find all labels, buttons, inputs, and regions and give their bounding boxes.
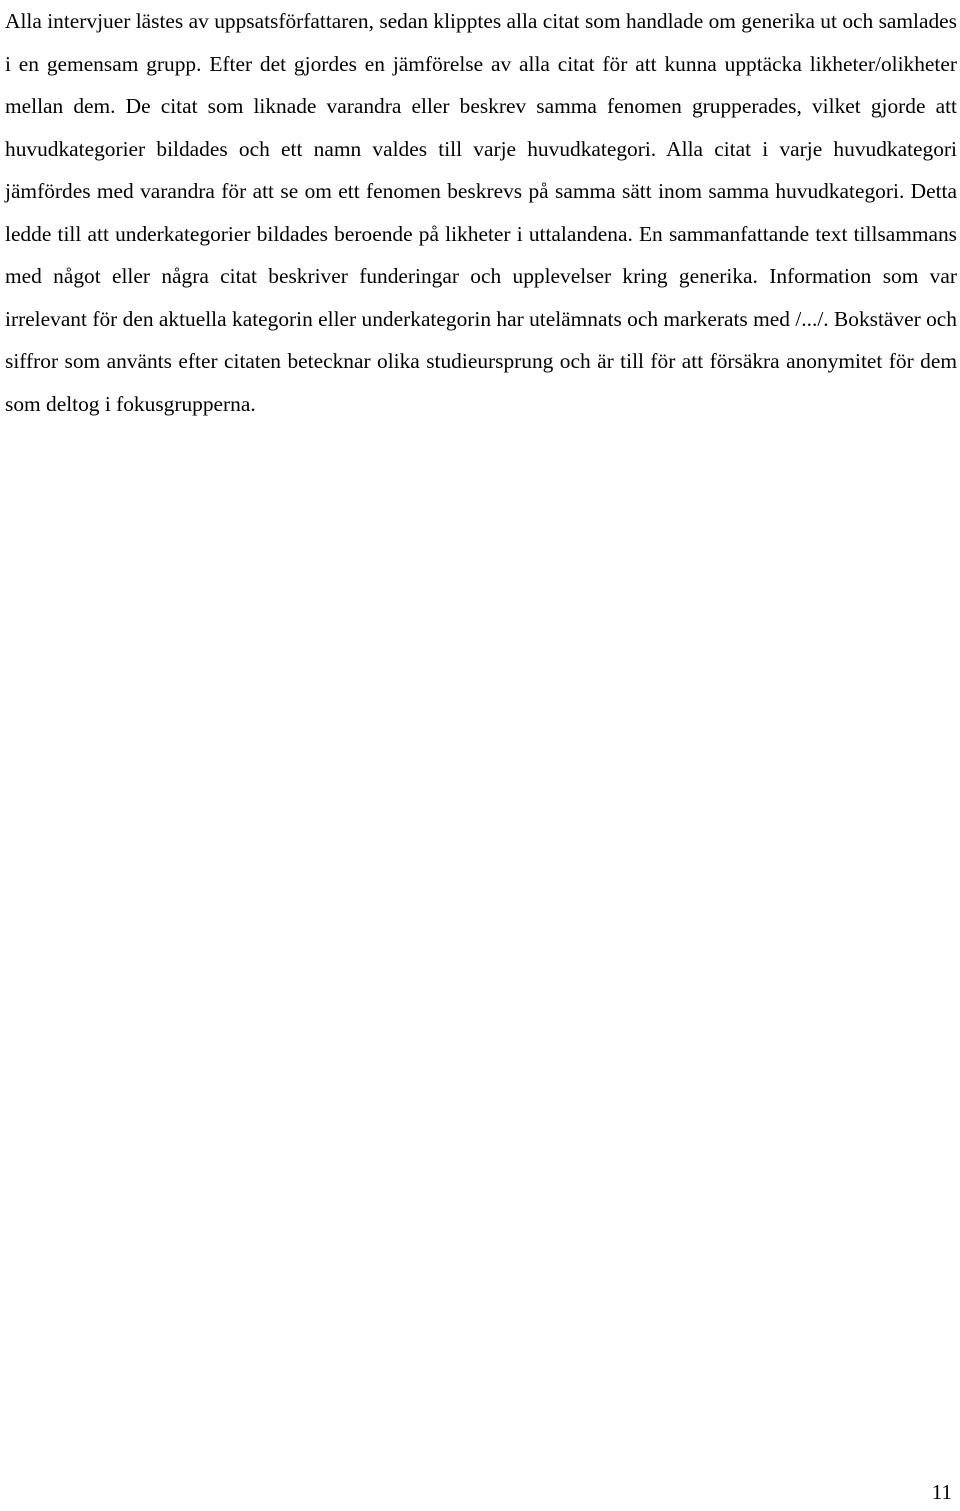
- page-number: 11: [931, 1480, 952, 1504]
- body-paragraph: Alla intervjuer lästes av uppsatsförfattaren, sedan klipptes alla citat som handlade om generika ut och samlades i en gemensam grupp. Efter det gjordes en jämförelse av alla citat för att kunna upptäcka likheter/olikheter mellan dem. De citat som liknade varandra eller beskrev samma fenomen grupperades, vilket gjorde att huvudkategorier bildades och ett namn valdes till varje huvudkategori. Alla citat i varje huvudkategori jämfördes med varandra för att se om ett fenomen beskrevs på samma sätt inom samma huvudkategori. Detta ledde till att underkategorier bildades beroende på likheter i uttalandena. En sammanfattande text tillsammans med något eller några citat beskriver funderingar och upplevelser kring generika. Information som var irrelevant för den aktuella kategorin eller underkategorin har utelämnats och markerats med /.../. Bokstäver och siffror som använts efter citaten betecknar olika studieursprung och är till för att försäkra anonymitet för dem som deltog i fokusgrupperna.: [5, 9, 957, 416]
